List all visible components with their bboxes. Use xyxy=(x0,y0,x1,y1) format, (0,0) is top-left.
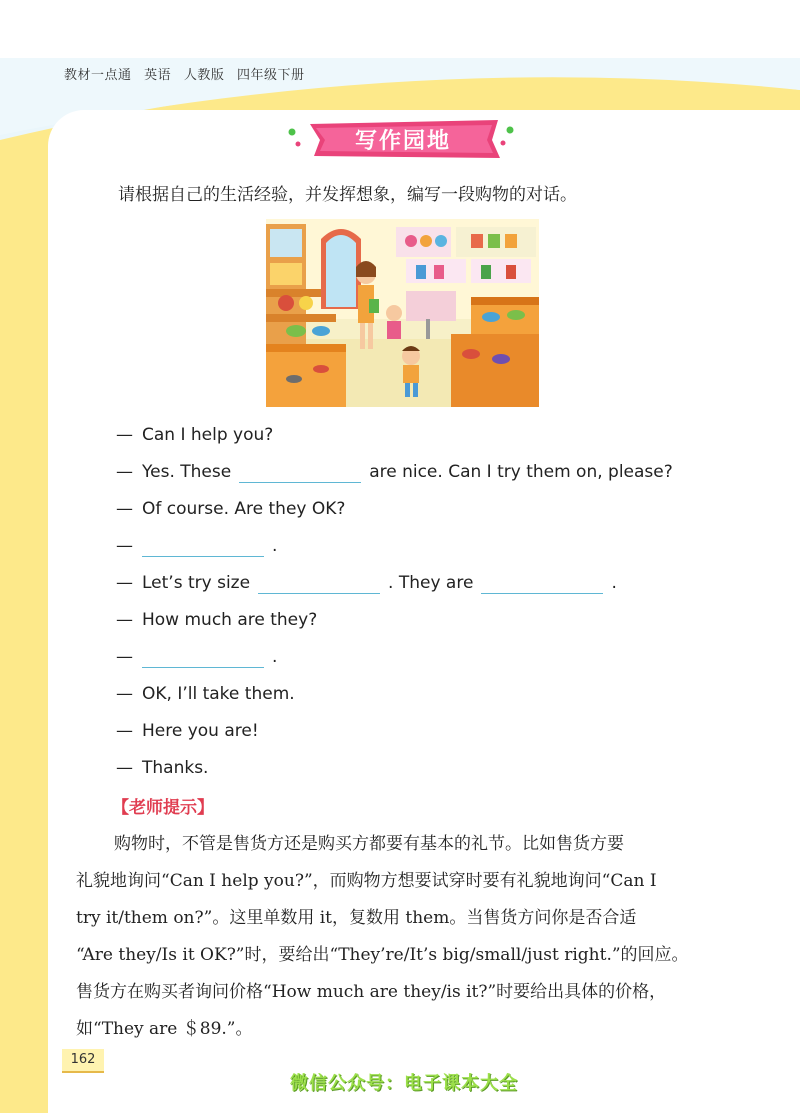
tip-line: 礼貌地询问“Can I help you?”，而购物方想要试穿时要有礼貌地询问“Can I xyxy=(76,871,657,891)
header-grade: 四年级下册 xyxy=(236,68,305,83)
dialogue-dash: — xyxy=(116,499,133,519)
book-header xyxy=(64,64,312,83)
dialogue-text: are nice. Can I try them on, please? xyxy=(369,462,673,482)
dialogue-line xyxy=(116,425,273,445)
dialogue-line xyxy=(116,536,277,557)
tip-line: 售货方在购买者询问价格“How much are they/is it?”时要给出具体的价格， xyxy=(76,982,667,1002)
fill-in-blank[interactable] xyxy=(239,481,361,483)
fill-in-blank[interactable] xyxy=(142,666,264,668)
dialogue-text: How much are they? xyxy=(142,610,318,630)
dialogue-dash: — xyxy=(116,684,133,704)
tip-line: “Are they/Is it OK?”时，要给出“They’re/It’s big/small/just right.”的回应。 xyxy=(76,945,689,965)
dialogue-dash: — xyxy=(116,425,133,445)
dialogue-text: Thanks. xyxy=(142,758,209,778)
dialogue-line xyxy=(116,721,259,741)
section-title: 写作园地 xyxy=(354,129,451,154)
dialogue-dash: — xyxy=(116,721,133,741)
dialogue-line xyxy=(116,758,208,778)
dialogue-dash: — xyxy=(116,758,133,778)
dialogue-line xyxy=(116,647,277,668)
dialogue-text: Can I help you? xyxy=(142,425,274,445)
dialogue-text: . xyxy=(611,573,617,593)
fill-in-blank[interactable] xyxy=(142,555,264,557)
dialogue-text: Yes. These xyxy=(142,462,232,482)
watermark-text: 微信公众号：电子课本大全 xyxy=(290,1073,518,1094)
dialogue-line xyxy=(116,462,673,483)
header-edition: 人教版 xyxy=(183,68,225,83)
header-book: 教材一点通 xyxy=(64,68,132,83)
dialogue-line xyxy=(116,573,617,594)
dialogue-line xyxy=(116,684,295,704)
dialogue-dash: — xyxy=(116,647,133,667)
dialogue-dash: — xyxy=(116,536,133,556)
dialogue-line xyxy=(116,499,345,519)
tip-line: 购物时，不管是售货方还是购买方都要有基本的礼节。比如售货方要 xyxy=(114,834,624,854)
header-subject: 英语 xyxy=(144,68,172,83)
dialogue-dash: — xyxy=(116,573,133,593)
dialogue-dash: — xyxy=(116,462,133,482)
fill-in-blank[interactable] xyxy=(258,592,380,594)
tip-line: try it/them on?”。这里单数用 it，复数用 them。当售货方问你是否合适 xyxy=(76,908,637,928)
page-number: 162 xyxy=(62,1049,104,1073)
tip-line: 如“They are ＄89.”。 xyxy=(76,1019,253,1039)
teacher-tip-heading: 【老师提示】 xyxy=(112,798,214,818)
dialogue-text: Here you are! xyxy=(142,721,259,741)
clothing-store-illustration xyxy=(266,219,539,407)
teacher-tip-text xyxy=(76,826,766,1048)
dialogue-dash: — xyxy=(116,610,133,630)
dialogue-text: Let’s try size xyxy=(142,573,251,593)
dialogue-text: Of course. Are they OK? xyxy=(142,499,346,519)
fill-in-blank[interactable] xyxy=(481,592,603,594)
dialogue-line xyxy=(116,610,317,630)
section-title-banner xyxy=(288,118,518,162)
writing-instruction: 请根据自己的生活经验，并发挥想象，编写一段购物的对话。 xyxy=(118,185,577,205)
dialogue-text: . xyxy=(272,536,278,556)
dialogue-text: OK, I’ll take them. xyxy=(142,684,295,704)
dialogue-text: . They are xyxy=(388,573,474,593)
dialogue-text: . xyxy=(272,647,278,667)
